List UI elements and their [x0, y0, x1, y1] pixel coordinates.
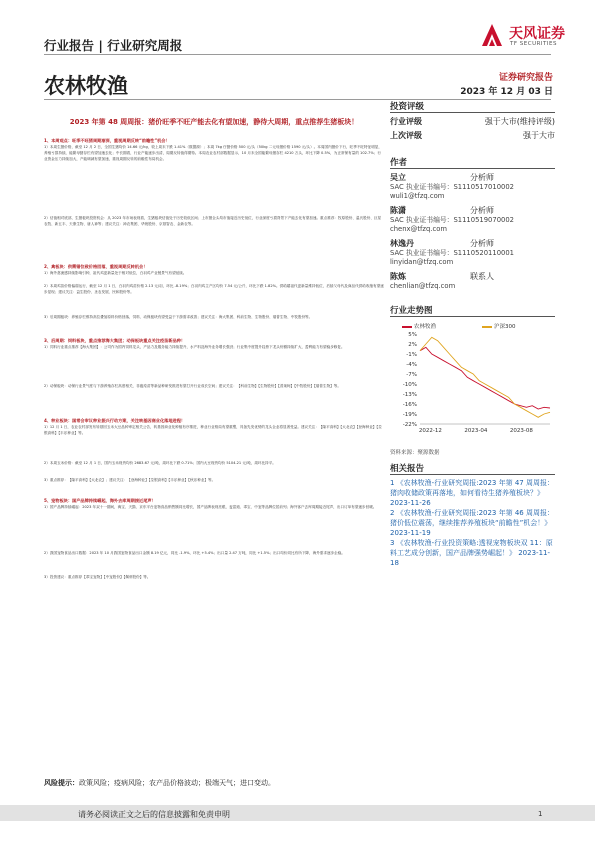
author-role: 联系人 [470, 272, 494, 281]
section-paragraph: 3）后周期板块：养殖存栏维持高位叠加原料价格回落，饲料、动保板块有望受益于下游需求改善；建议关注：海大集团、科前生物、生物股份、瑞普生物、中牧股份等。 [44, 315, 313, 319]
related-report-link[interactable]: 2 《农林牧渔-行业研究周报:2023 年第 46 周周报：猪价低位震荡，继续推荐养殖板块“前瞻性”机会！》 2023-11-19 [390, 509, 554, 537]
page-title: 农林牧渔 [44, 74, 128, 98]
author-name: 陈潇 [390, 206, 406, 215]
author-license: SAC 执业证书编号：S1110519070002 [390, 216, 514, 224]
logo-subtext: TF SECURITIES [510, 41, 557, 47]
section-paragraph: 2）动保板块：动保行业景气度与下游养殖存栏高度相关，非瘟疫苗等新品种研发推进有望打开行业成长空间；建议关注：【科前生物】【生物股份】【普莱柯】【中牧股份】【瑞普生物】等。 [44, 384, 341, 388]
rating-value: 强于大市 [523, 131, 555, 140]
rating-divider [390, 112, 555, 113]
chart-plot [390, 320, 555, 440]
related-report-link[interactable]: 1 《农林牧渔-行业研究周报:2023 年第 47 周周报：猪肉收储政策再落地，如何看待生猪养殖板块？》 2023-11-26 [390, 479, 554, 507]
rating-key: 行业评级 [390, 117, 422, 126]
author-license: SAC 执业证书编号：S1110520110001 [390, 249, 514, 257]
author-name: 吴立 [390, 173, 406, 182]
author-email: chenx@tfzq.com [390, 225, 447, 233]
report-category: 行业报告 | 行业研究周报 [44, 38, 183, 53]
author-email: wuli1@tfzq.com [390, 192, 445, 200]
chart-title: 行业走势图 [390, 306, 433, 316]
chart-divider [390, 316, 555, 317]
report-section [44, 477, 384, 496]
related-reports [390, 478, 555, 568]
section-paragraph: 1）本周生猪价格，截至 12 月 2 日，全国生猪均价 14.66 元/kg，较上周末下跌 1.41%（数据源）；本周 7kg 仔猪价格 500 元/头（50kg 二元母猪价格 1590 元/头）。本周国内猪价下行，旺季不旺特征明显，养殖亏损持续，能繁母猪存栏有望加速去化；中长期看，行业产能逐步出清，周期反转值得期待。本周农业农村部数据显示，10 月末全国能繁母猪存栏 4210 万头，环比下降 0.5%，为正常保有量的 102.7%；行业资金压力持续加大，产能调减有望加速，重视周期反转的前瞻性布局机会。 [44, 145, 382, 161]
footer-disclaimer: 请务必阅读正文之后的信息披露和免责申明 [78, 810, 230, 819]
section-heading: 2、禽板块：供需错位致价格回落，重视周期反转机会！ [44, 264, 148, 269]
report-body [44, 138, 384, 668]
report-section [44, 264, 384, 281]
x-tick-label: 2022-12 [418, 428, 442, 434]
risk-warning [44, 778, 275, 788]
report-section [44, 418, 384, 458]
related-title: 相关报告 [390, 464, 425, 474]
risk-label: 风险提示： [44, 779, 79, 787]
section-paragraph: 1）12 月 1 日，农业农村部发布转基因玉米大豆品种审定相关公告，转基因商业化种植有序推进，种业行业格局有望重塑，具备先发优势的龙头企业将显著受益。建议关注：【隆平高科】【大北农】【登海种业】【荃银高科】【丰乐种业】等。 [44, 425, 382, 435]
y-tick-label: -4% [406, 362, 417, 368]
section-paragraph: 2）本周玉米价格：截至 12 月 1 日，国内玉米现货均价 2683.67 元/吨，周环比下跌 0.71%；国内大豆现货均价 5104.21 元/吨，周环比持平。 [44, 461, 276, 465]
author-card [390, 172, 555, 201]
chart-source: 资料来源：聚源数据 [390, 450, 440, 456]
section-paragraph: 1）国产品牌持续崛起：2023 年双十一期间，淘宝、天猫、京东平台宠物食品销售额同比增长，国产品牌表现亮眼，麦富迪、乖宝、中宠等品牌位居前列；海外客户去库周期接近尾声，出口订单有望逐步回暖。 [44, 505, 377, 509]
author-email: chenlian@tfzq.com [390, 282, 456, 290]
author-role: 分析师 [470, 173, 494, 182]
author-card [390, 271, 555, 291]
author-name: 林逸丹 [390, 239, 414, 248]
series-line [420, 337, 550, 417]
authors-title: 作者 [390, 158, 408, 168]
section-heading: 5、宠物板块：国产品牌持续崛起，海外去库周期接近尾声！ [44, 498, 156, 503]
author-card [390, 238, 555, 267]
report-section [44, 460, 384, 475]
legend-label: 沪深300 [494, 324, 516, 330]
report-section [44, 574, 384, 586]
y-tick-label: -19% [402, 412, 417, 418]
logo-text: 天风证券 [509, 26, 565, 42]
rating-value: 强于大市(维持评级) [484, 117, 555, 126]
report-section [44, 314, 384, 336]
author-license: SAC 执业证书编号：S1110517010002 [390, 183, 514, 191]
author-name: 陈炼 [390, 272, 406, 281]
y-tick-label: 5% [408, 332, 417, 338]
y-tick-label: 2% [408, 342, 417, 348]
report-section [44, 498, 384, 548]
related-divider [390, 474, 555, 475]
y-tick-label: -22% [402, 422, 417, 428]
series-line [420, 347, 550, 409]
header-divider [44, 54, 551, 55]
author-email: linyidan@tfzq.com [390, 258, 454, 266]
report-date: 2023 年 12 月 03 日 [460, 87, 553, 97]
authors-divider [390, 168, 555, 169]
section-paragraph: 1）饲料行业重点推荐【海大集团】：公司作为国内饲料龙头，产品力及服务能力持续提升，水产料及海外业务增长强劲；行业集中度提升趋势下龙头份额持续扩大，盈利能力有望稳步修复。 [44, 345, 345, 349]
y-tick-label: -10% [402, 382, 417, 388]
rating-key: 上次评级 [390, 131, 422, 140]
report-section [44, 383, 384, 416]
section-paragraph: 1）海外禽流感持续影响引种，祖代鸡更新量处于相对低位，白羽鸡产业链景气有望延续。 [44, 271, 187, 275]
report-section [44, 138, 384, 213]
report-type: 证券研究报告 [498, 73, 553, 83]
report-section [44, 215, 384, 261]
section-paragraph: 2）我国宠物食品出口数据：2023 年 10 月我国宠物食品出口金额 8.19 亿元，同比 -1.9%，环比 +5.4%；出口量 2.47 万吨，同比 +1.5%；出口均价同比有所下降，海外需求逐步企稳。 [44, 551, 345, 555]
industry-trend-chart [390, 320, 555, 440]
author-card [390, 205, 555, 234]
y-tick-label: -16% [402, 402, 417, 408]
author-role: 分析师 [470, 239, 494, 248]
section-paragraph: 3）投资建议：重点推荐【乖宝宠物】【中宠股份】【佩蒂股份】等。 [44, 575, 151, 579]
y-tick-label: -7% [406, 372, 417, 378]
company-logo [478, 20, 565, 52]
section-heading: 3、后周期：饲料板块，重点推荐海大集团；动保板块重点关注疫苗新品种！ [44, 338, 186, 343]
report-section [44, 338, 384, 381]
y-tick-label: -13% [402, 392, 417, 398]
report-section [44, 550, 384, 572]
y-tick-label: -1% [406, 352, 417, 358]
section-heading: 4、种业板块：国常会审议种业振兴行动方案，关注转基因商业化落地进程！ [44, 418, 186, 423]
x-tick-label: 2023-08 [509, 428, 533, 434]
legend-label: 农林牧渔 [414, 324, 437, 330]
author-role: 分析师 [470, 206, 494, 215]
report-headline: 2023 年第 48 周周报：猪价旺季不旺产能去化有望加速，静待大周期，重点推荐生猪板块！ [69, 118, 359, 126]
logo-mark-icon [478, 22, 506, 48]
report-section [44, 283, 384, 312]
rating-title: 投资评级 [390, 102, 425, 112]
section-paragraph: 2）本周鸡苗价格偏弱运行，截至 12 月 1 日，白羽肉鸡苗价格 2.13 元/羽，环比 -8.19%；白羽肉鸡主产区均价 7.54 元/公斤，环比下跌 1.82%。供给端祖代更新量维持低位，后续父母代及商品代供给收缩有望逐步显现；建议关注：益生股份、圣农发展、民和股份等。 [44, 284, 384, 294]
related-report-link[interactable]: 3 《农林牧渔-行业投资策略:透视宠物板块双 11：原料工艺成分创新，国产品牌强势崛起！》 2023-11-18 [390, 539, 553, 567]
title-divider [44, 99, 551, 100]
page-number: 1 [538, 810, 543, 818]
risk-text: 政策风险；疫病风险；农产品价格波动；极端天气；进口变动。 [79, 779, 275, 787]
section-paragraph: 2）估值相对底部，生猪板块投资机会：从 2023 年市场表现看，生猪板块估值处于历史较低区间；上市猪企头均市值接近历史低位，行业深度亏损背景下产能去化有望加速。重点推荐：牧原股份、温氏股份、巨星农牧、新五丰、天康生物、唐人神等；建议关注：神农集团、华统股份、京基智农、金新农等。 [44, 216, 382, 226]
section-paragraph: 3）重点推荐：【隆平高科】【大北农】；建议关注：【登海种业】【荃银高科】【丰乐种业】【秋乐种业】等。 [44, 478, 216, 482]
x-tick-label: 2023-04 [464, 428, 488, 434]
section-heading: 1、本周观点：旺季不旺猪周期渐深，重视周期反转“前瞻性”机会！ [44, 138, 170, 143]
